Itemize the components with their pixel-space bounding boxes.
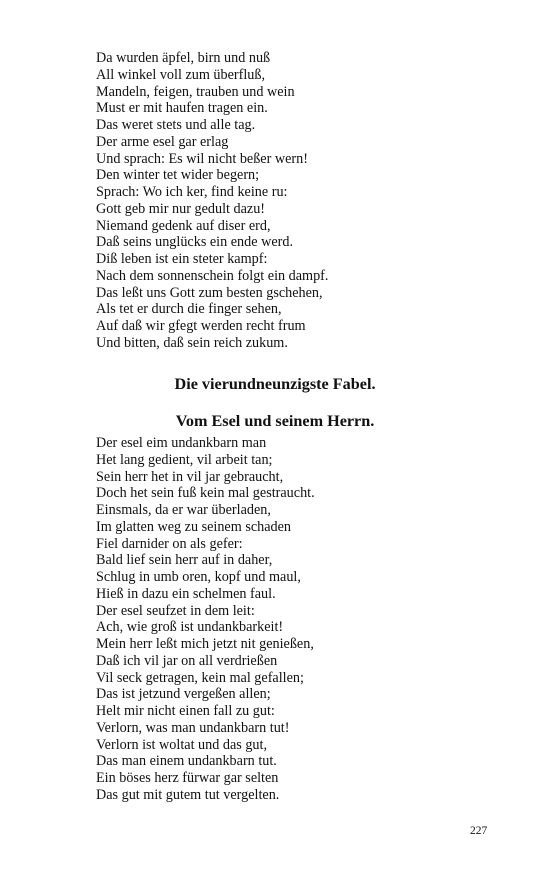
verse-line: Das leßt uns Gott zum besten gschehen, <box>96 284 323 301</box>
verse-line: Da wurden äpfel, birn und nuß <box>96 50 271 66</box>
verse-line: Das gut mit gutem tut vergelten. <box>96 786 280 803</box>
verse-line: Einsmals, da er war überladen, <box>96 502 271 518</box>
verse-line: Daß ich vil jar on all verdrießen <box>96 652 278 669</box>
verse-line: All winkel voll zum überfluß, <box>96 66 266 83</box>
verse-line: Gott geb mir nur gedult dazu! <box>96 200 266 217</box>
verse-line: Verlorn, was man undankbarn tut! <box>96 719 290 736</box>
page-number: 227 <box>470 825 488 837</box>
verse-line: Het lang gedient, vil arbeit tan; <box>96 451 273 468</box>
verse-line: Der esel seufzet in dem leit: <box>96 602 255 619</box>
verse-line: Vil seck getragen, kein mal gefallen; <box>96 669 304 686</box>
verse-line: Diß leben ist ein steter kampf: <box>96 251 268 267</box>
verse-line: Das man einem undankbarn tut. <box>96 753 277 770</box>
verse-line: Auf daß wir gfegt werden recht frum <box>96 318 306 334</box>
verse-line: Mandeln, feigen, trauben und wein <box>96 83 295 100</box>
verse-line: Und bitten, daß sein reich zukum. <box>96 334 288 351</box>
verse-line: Den winter tet wider begern; <box>96 167 260 184</box>
verse-line: Sprach: Wo ich ker, find keine ru: <box>96 184 288 200</box>
poem-continued <box>96 50 516 352</box>
verse-line: Im glatten weg zu seinem schaden <box>96 518 292 535</box>
verse-line: Mein herr leßt mich jetzt nit genießen, <box>96 636 314 652</box>
verse-line: Must er mit haufen tragen ein. <box>96 100 268 117</box>
verse-line: Ach, wie groß ist undankbarkeit! <box>96 619 284 636</box>
verse-line: Und sprach: Es wil nicht beßer wern! <box>96 150 308 167</box>
verse-line: Daß seins unglücks ein ende werd. <box>96 234 293 251</box>
verse-line: Hieß in dazu ein schelmen faul. <box>96 585 276 602</box>
verse-line: Helt mir nicht einen fall zu gut: <box>96 703 275 719</box>
fable-subtitle: Vom Esel und seinem Herrn. <box>175 412 375 430</box>
fable-poem <box>96 435 516 804</box>
verse-line: Nach dem sonnenschein folgt ein dampf. <box>96 267 329 284</box>
verse-line: Der esel eim undankbarn man <box>96 435 267 451</box>
verse-line: Der arme esel gar erlag <box>96 133 229 150</box>
verse-line: Verlorn ist woltat und das gut, <box>96 736 268 753</box>
verse-line: Doch het sein fuß kein mal gestraucht. <box>96 485 315 502</box>
verse-line: Sein herr het in vil jar gebraucht, <box>96 468 284 485</box>
verse-line: Das weret stets und alle tag. <box>96 117 256 133</box>
verse-line: Niemand gedenk auf diser erd, <box>96 217 271 234</box>
verse-line: Ein böses herz fürwar gar selten <box>96 770 279 786</box>
verse-line: Das ist jetzund vergeßen allen; <box>96 686 271 703</box>
verse-line: Bald lief sein herr auf in daher, <box>96 552 273 569</box>
fable-title: Die vierundneunzigste Fabel. <box>174 375 376 393</box>
verse-line: Schlug in umb oren, kopf und maul, <box>96 569 301 585</box>
verse-line: Als tet er durch die finger sehen, <box>96 301 282 318</box>
verse-line: Fiel darnider on als gefer: <box>96 535 243 552</box>
